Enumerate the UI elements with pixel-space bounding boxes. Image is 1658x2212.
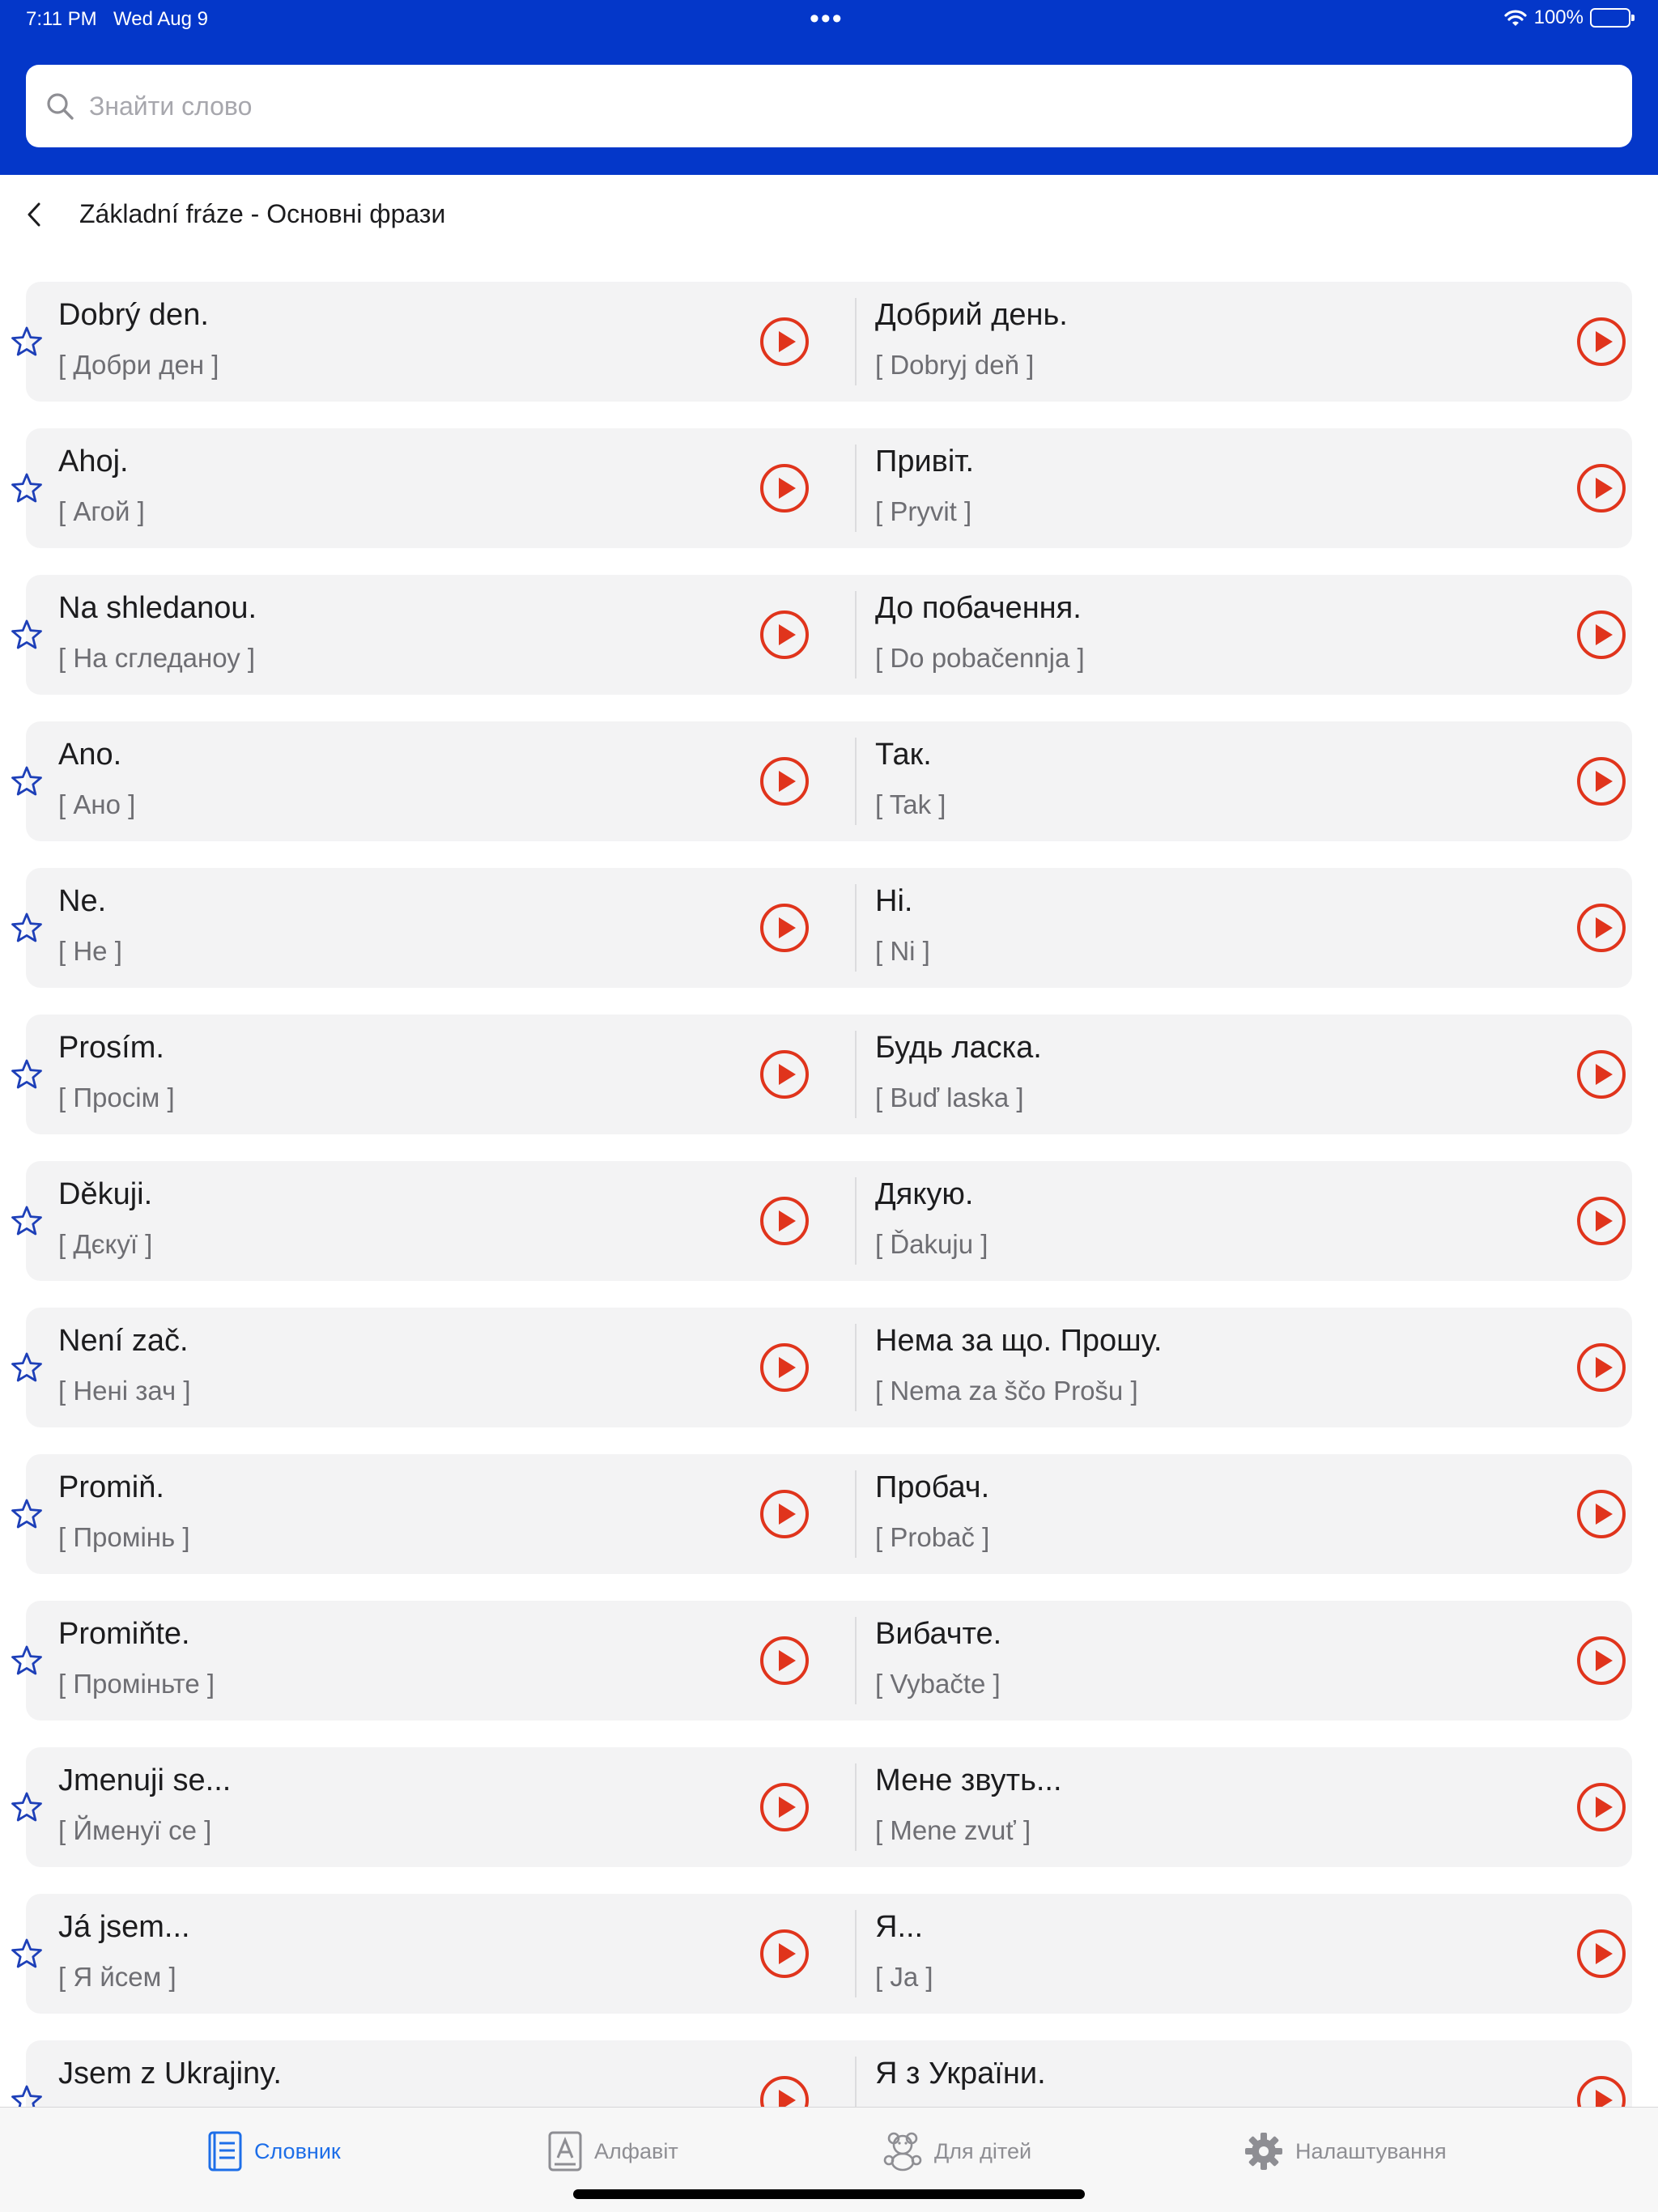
- tab-alphabet-label: Алфавіт: [594, 2138, 678, 2163]
- czech-transcription: [ Проміньте ]: [58, 1669, 215, 1699]
- dictionary-icon: [207, 2130, 243, 2172]
- czech-transcription: [ Не ]: [58, 936, 122, 966]
- favorite-star-icon[interactable]: [10, 471, 44, 505]
- czech-transcription: [ Просім ]: [58, 1083, 175, 1112]
- ukrainian-phrase: Так.: [875, 738, 932, 772]
- home-indicator: [573, 2189, 1085, 2199]
- ukrainian-cell: [875, 282, 1628, 402]
- favorite-star-icon[interactable]: [10, 1204, 44, 1238]
- favorite-star-icon[interactable]: [10, 325, 44, 359]
- column-divider: [855, 1324, 857, 1411]
- favorite-star-icon[interactable]: [10, 764, 44, 798]
- czech-phrase: Já jsem...: [58, 1910, 190, 1944]
- tab-kids-label: Для дітей: [934, 2138, 1032, 2163]
- play-audio-icon[interactable]: [759, 1928, 810, 1980]
- play-audio-icon[interactable]: [759, 1635, 810, 1687]
- favorite-star-icon[interactable]: [10, 1937, 44, 1971]
- phrase-row[interactable]: [26, 868, 1632, 988]
- czech-cell: [58, 1894, 811, 2014]
- column-divider: [855, 1031, 857, 1118]
- ukrainian-cell: [875, 1454, 1628, 1574]
- czech-cell: [58, 1747, 811, 1867]
- czech-cell: [58, 868, 811, 988]
- czech-phrase: Dobrý den.: [58, 298, 209, 332]
- czech-phrase: Na shledanou.: [58, 591, 257, 625]
- phrase-row[interactable]: [26, 428, 1632, 548]
- wifi-icon: [1503, 8, 1528, 28]
- play-audio-icon[interactable]: [759, 462, 810, 514]
- ukrainian-phrase: Дякую.: [875, 1177, 974, 1211]
- phrase-row[interactable]: [26, 1015, 1632, 1134]
- play-audio-icon[interactable]: [1575, 1342, 1627, 1393]
- ukrainian-cell: [875, 1894, 1628, 2014]
- play-audio-icon[interactable]: [759, 609, 810, 661]
- ukrainian-cell: [875, 575, 1628, 695]
- czech-cell: [58, 1015, 811, 1134]
- czech-transcription: [ Дєкуї ]: [58, 1229, 153, 1259]
- ukrainian-phrase: Привіт.: [875, 445, 975, 479]
- czech-phrase: Není zač.: [58, 1324, 189, 1358]
- phrase-row[interactable]: [26, 1161, 1632, 1281]
- czech-transcription: [ Промінь ]: [58, 1522, 190, 1552]
- favorite-star-icon[interactable]: [10, 911, 44, 945]
- play-audio-icon[interactable]: [759, 1781, 810, 1833]
- search-input[interactable]: [89, 91, 1546, 121]
- ukrainian-transcription: [ Pryvit ]: [875, 496, 972, 526]
- ukrainian-transcription: [ Ja ]: [875, 1962, 933, 1992]
- ukrainian-phrase: Пробач.: [875, 1470, 990, 1504]
- czech-phrase: Ano.: [58, 738, 122, 772]
- czech-transcription: [ Агой ]: [58, 496, 145, 526]
- ukrainian-phrase: Вибачте.: [875, 1617, 1002, 1651]
- ukrainian-phrase: Мене звуть...: [875, 1763, 1062, 1797]
- play-audio-icon[interactable]: [1575, 316, 1627, 368]
- ukrainian-transcription: [ Vybačte ]: [875, 1669, 1001, 1699]
- czech-cell: [58, 428, 811, 548]
- tab-alphabet[interactable]: [547, 2129, 678, 2174]
- czech-phrase: Ahoj.: [58, 445, 129, 479]
- column-divider: [855, 738, 857, 825]
- czech-phrase: Jmenuji se...: [58, 1763, 232, 1797]
- play-audio-icon[interactable]: [1575, 609, 1627, 661]
- play-audio-icon[interactable]: [1575, 1635, 1627, 1687]
- ukrainian-transcription: [ Probač ]: [875, 1522, 990, 1552]
- column-divider: [855, 1177, 857, 1265]
- phrase-row[interactable]: [26, 721, 1632, 841]
- status-date: Wed Aug 9: [113, 8, 208, 30]
- ukrainian-cell: [875, 1308, 1628, 1427]
- breadcrumb: [0, 186, 1658, 243]
- favorite-star-icon[interactable]: [10, 618, 44, 652]
- ukrainian-cell: [875, 1015, 1628, 1134]
- play-audio-icon[interactable]: [759, 1488, 810, 1540]
- favorite-star-icon[interactable]: [10, 1497, 44, 1531]
- status-indicators: [1503, 6, 1630, 29]
- play-audio-icon[interactable]: [759, 902, 810, 954]
- favorite-star-icon[interactable]: [10, 1057, 44, 1091]
- ukrainian-transcription: [ Do pobačennja ]: [875, 643, 1085, 673]
- play-audio-icon[interactable]: [759, 1049, 810, 1100]
- phrase-row[interactable]: [26, 1894, 1632, 2014]
- play-audio-icon[interactable]: [759, 316, 810, 368]
- column-divider: [855, 1617, 857, 1704]
- czech-transcription: [ Йменуї се ]: [58, 1815, 212, 1845]
- play-audio-icon[interactable]: [1575, 1488, 1627, 1540]
- play-audio-icon[interactable]: [1575, 1928, 1627, 1980]
- phrase-row[interactable]: [26, 1601, 1632, 1721]
- czech-cell: [58, 1161, 811, 1281]
- czech-cell: [58, 721, 811, 841]
- column-divider: [855, 1910, 857, 1997]
- tab-settings-label: Налаштування: [1295, 2138, 1447, 2163]
- column-divider: [855, 298, 857, 385]
- czech-transcription: [ Добри ден ]: [58, 350, 219, 380]
- phrase-row[interactable]: [26, 1308, 1632, 1427]
- ukrainian-cell: [875, 428, 1628, 548]
- ukrainian-cell: [875, 721, 1628, 841]
- play-audio-icon[interactable]: [759, 755, 810, 807]
- czech-cell: [58, 1308, 811, 1427]
- play-audio-icon[interactable]: [1575, 1781, 1627, 1833]
- phrase-row[interactable]: [26, 1454, 1632, 1574]
- gear-icon: [1244, 2131, 1284, 2172]
- czech-cell: [58, 1454, 811, 1574]
- play-audio-icon[interactable]: [1575, 755, 1627, 807]
- ukrainian-transcription: [ Mene zvuť ]: [875, 1815, 1031, 1845]
- status-bar: [0, 0, 1658, 40]
- ukrainian-phrase: Я...: [875, 1910, 924, 1944]
- czech-phrase: Promiň.: [58, 1470, 164, 1504]
- battery-icon: [1590, 8, 1630, 28]
- ukrainian-transcription: [ Buď laska ]: [875, 1083, 1024, 1112]
- multitasking-dots[interactable]: •••: [810, 3, 844, 34]
- ukrainian-phrase: До побачення.: [875, 591, 1082, 625]
- ukrainian-cell: [875, 1601, 1628, 1721]
- favorite-star-icon[interactable]: [10, 1790, 44, 1824]
- ukrainian-transcription: [ Dobryj deň ]: [875, 350, 1035, 380]
- teddy-bear-icon: [882, 2131, 923, 2172]
- czech-phrase: Ne.: [58, 884, 107, 918]
- chevron-left-icon[interactable]: [21, 201, 49, 228]
- app-header: [0, 0, 1658, 175]
- column-divider: [855, 591, 857, 678]
- tab-dictionary[interactable]: [207, 2129, 341, 2174]
- tab-dictionary-label: Словник: [254, 2138, 341, 2163]
- alphabet-icon: [547, 2130, 583, 2172]
- czech-phrase: Prosím.: [58, 1031, 164, 1065]
- play-audio-icon[interactable]: [1575, 462, 1627, 514]
- battery-percent: 100%: [1533, 6, 1584, 28]
- czech-phrase: Děkuji.: [58, 1177, 153, 1211]
- czech-phrase: Jsem z Ukrajiny.: [58, 2057, 282, 2091]
- column-divider: [855, 884, 857, 972]
- phrase-row[interactable]: [26, 1747, 1632, 1867]
- ukrainian-cell: [875, 1747, 1628, 1867]
- favorite-star-icon[interactable]: [10, 1644, 44, 1678]
- column-divider: [855, 1470, 857, 1558]
- ukrainian-phrase: Будь ласка.: [875, 1031, 1042, 1065]
- column-divider: [855, 1763, 857, 1851]
- ukrainian-phrase: Я з України.: [875, 2057, 1046, 2091]
- play-audio-icon[interactable]: [759, 1342, 810, 1393]
- play-audio-icon[interactable]: [1575, 1195, 1627, 1247]
- ukrainian-phrase: Нема за що. Прошу.: [875, 1324, 1163, 1358]
- search-bar[interactable]: [26, 65, 1632, 147]
- tab-settings[interactable]: [1244, 2129, 1447, 2174]
- phrase-row[interactable]: [26, 282, 1632, 402]
- ukrainian-cell: [875, 1161, 1628, 1281]
- czech-transcription: [ Ано ]: [58, 789, 136, 819]
- tab-kids[interactable]: [882, 2129, 1031, 2174]
- status-time: 7:11 PM: [26, 8, 97, 30]
- ukrainian-phrase: Ні.: [875, 884, 913, 918]
- ukrainian-transcription: [ Nema za ščo Prošu ]: [875, 1376, 1138, 1406]
- ukrainian-cell: [875, 868, 1628, 988]
- czech-transcription: [ Нені зач ]: [58, 1376, 191, 1406]
- czech-cell: [58, 1601, 811, 1721]
- czech-phrase: Promiňte.: [58, 1617, 190, 1651]
- phrase-row[interactable]: [26, 575, 1632, 695]
- ukrainian-transcription: [ Ni ]: [875, 936, 930, 966]
- search-icon: [44, 90, 76, 122]
- play-audio-icon[interactable]: [759, 1195, 810, 1247]
- czech-transcription: [ Я йсем ]: [58, 1962, 176, 1992]
- page-title: Základní fráze - Основні фрази: [79, 199, 446, 228]
- column-divider: [855, 445, 857, 532]
- play-audio-icon[interactable]: [1575, 1049, 1627, 1100]
- czech-transcription: [ На сгледаноу ]: [58, 643, 256, 673]
- czech-cell: [58, 575, 811, 695]
- play-audio-icon[interactable]: [1575, 902, 1627, 954]
- ukrainian-phrase: Добрий день.: [875, 298, 1068, 332]
- czech-cell: [58, 282, 811, 402]
- ukrainian-transcription: [ Ďakuju ]: [875, 1229, 988, 1259]
- favorite-star-icon[interactable]: [10, 1351, 44, 1385]
- ukrainian-transcription: [ Tak ]: [875, 789, 946, 819]
